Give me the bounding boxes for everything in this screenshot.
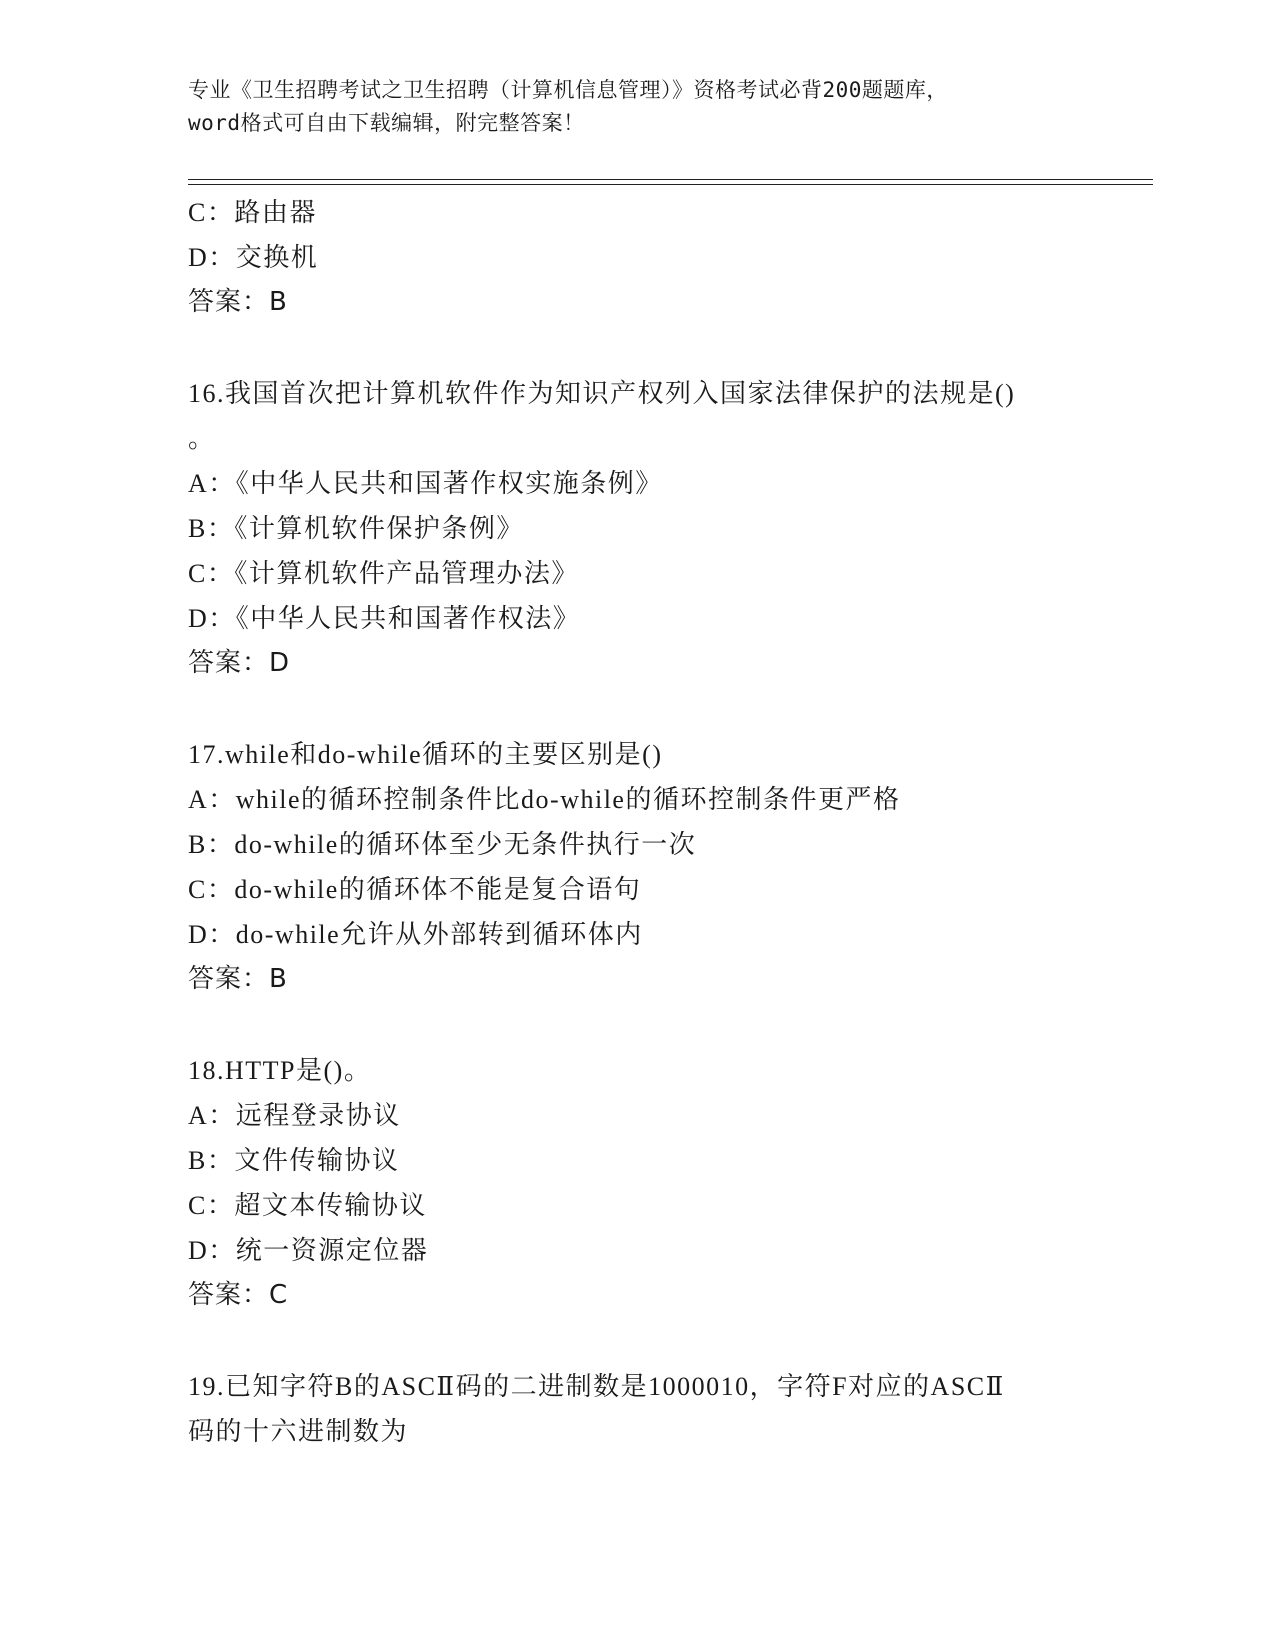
option-d: D：do-while允许从外部转到循环体内 xyxy=(188,920,643,949)
question-16 xyxy=(188,371,1128,686)
option-d: D：《中华人民共和国著作权法》 xyxy=(188,604,581,633)
question-18 xyxy=(188,1048,1128,1318)
option-c: C：路由器 xyxy=(188,198,317,227)
header-divider-bottom xyxy=(188,184,1153,185)
option-b: B：do-while的循环体至少无条件执行一次 xyxy=(188,830,697,859)
question-stem-continued: 码的十六进制数为 xyxy=(188,1417,409,1446)
header-line-2: word格式可自由下载编辑，附完整答案！ xyxy=(188,111,585,135)
option-a: A：《中华人民共和国著作权实施条例》 xyxy=(188,469,663,498)
document-header xyxy=(188,74,1068,140)
answer-line: 答案：C xyxy=(188,1280,289,1310)
header-divider-top xyxy=(188,179,1153,180)
option-b: B：《计算机软件保护条例》 xyxy=(188,514,524,543)
option-b: B：文件传输协议 xyxy=(188,1146,400,1175)
option-c: C：《计算机软件产品管理办法》 xyxy=(188,559,579,588)
question-stem: 19.已知字符B的ASCⅡ码的二进制数是1000010，字符F对应的ASCⅡ xyxy=(188,1372,1005,1401)
option-d: D：统一资源定位器 xyxy=(188,1236,429,1265)
question-stem-continued: 。 xyxy=(188,424,216,453)
question-17 xyxy=(188,732,1128,1002)
option-a: A：远程登录协议 xyxy=(188,1101,401,1130)
option-c: C：超文本传输协议 xyxy=(188,1191,427,1220)
option-a: A：while的循环控制条件比do-while的循环控制条件更严格 xyxy=(188,785,901,814)
question-19 xyxy=(188,1364,1128,1454)
question-stem: 16.我国首次把计算机软件作为知识产权列入国家法律保护的法规是() xyxy=(188,379,1016,408)
option-d: D：交换机 xyxy=(188,243,319,272)
question-stem: 17.while和do-while循环的主要区别是() xyxy=(188,740,663,769)
question-15-fragment xyxy=(188,190,1128,325)
header-line-1: 专业《卫生招聘考试之卫生招聘（计算机信息管理）》资格考试必背200题题库， xyxy=(188,78,948,102)
answer-line: 答案：B xyxy=(188,287,288,317)
answer-line: 答案：D xyxy=(188,648,291,678)
answer-line: 答案：B xyxy=(188,964,288,994)
question-list xyxy=(188,190,1128,1454)
question-stem: 18.HTTP是()。 xyxy=(188,1056,372,1085)
option-c: C：do-while的循环体不能是复合语句 xyxy=(188,875,642,904)
